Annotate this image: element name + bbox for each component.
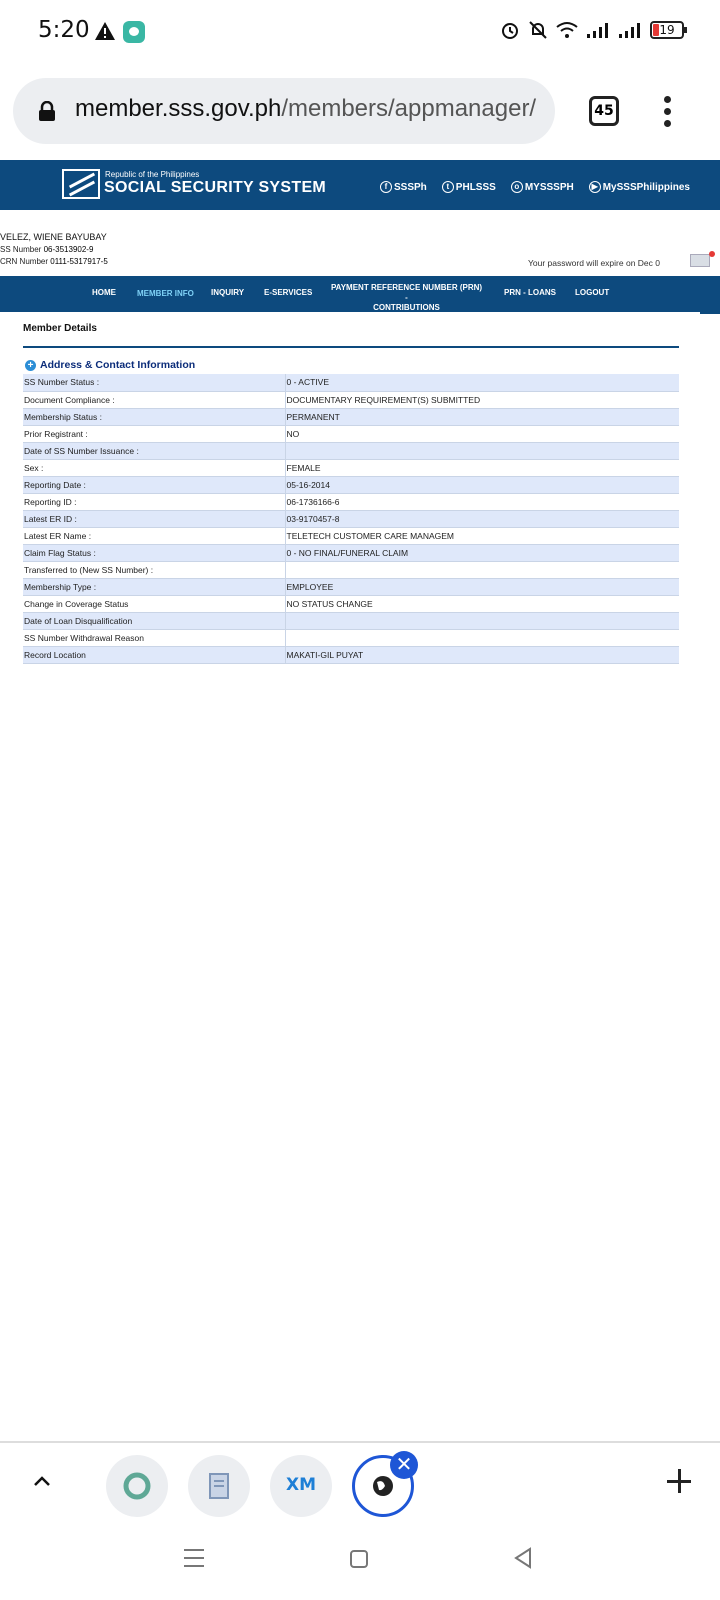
- nav-prn-line1: PAYMENT REFERENCE NUMBER (PRN) -: [330, 283, 483, 302]
- row-label: Change in Coverage Status: [23, 595, 285, 612]
- overflow-menu-icon[interactable]: [664, 96, 672, 128]
- url-host: member.sss.gov.ph: [75, 95, 282, 122]
- youtube-icon: ▶: [589, 181, 601, 193]
- logo-subtitle: Republic of the Philippines: [105, 170, 200, 179]
- row-label: Reporting Date :: [23, 476, 285, 493]
- home-icon[interactable]: [350, 1550, 368, 1568]
- row-label: Document Compliance :: [23, 391, 285, 408]
- row-value: MAKATI-GIL PUYAT: [285, 646, 679, 663]
- status-time: 5:20: [38, 17, 90, 43]
- instagram-icon: o: [511, 181, 523, 193]
- nav-home[interactable]: HOME: [92, 288, 116, 297]
- signal-icon-2: [618, 21, 642, 39]
- battery-icon: 19: [650, 21, 684, 39]
- table-row: [23, 646, 679, 663]
- nav-inquiry[interactable]: INQUIRY: [211, 288, 245, 297]
- tab-thumbnail-3[interactable]: [270, 1455, 332, 1517]
- status-icons: [500, 20, 684, 40]
- sss-header: [0, 160, 720, 210]
- wifi-icon: [556, 21, 578, 39]
- address-bar[interactable]: [13, 78, 555, 144]
- table-row: [23, 561, 679, 578]
- row-value: DOCUMENTARY REQUIREMENT(S) SUBMITTED: [285, 391, 679, 408]
- table-row: [23, 476, 679, 493]
- title-divider: [23, 346, 679, 348]
- row-label: Membership Type :: [23, 578, 285, 595]
- row-label: Membership Status :: [23, 408, 285, 425]
- recents-icon[interactable]: [184, 1549, 204, 1567]
- crn-number-line: [0, 257, 108, 266]
- nav-logout[interactable]: LOGOUT: [575, 288, 610, 297]
- row-value: [285, 561, 679, 578]
- tab-thumbnail-1[interactable]: [106, 1455, 168, 1517]
- lock-icon: [38, 101, 56, 121]
- row-value: FEMALE: [285, 459, 679, 476]
- table-row: [23, 612, 679, 629]
- row-value: [285, 442, 679, 459]
- table-row: [23, 459, 679, 476]
- url-path: /members/appmanager/: [281, 95, 537, 122]
- app-circle-icon: [106, 1455, 168, 1517]
- section-title: Address & Contact Information: [40, 359, 196, 371]
- social-label: PHLSSS: [455, 181, 496, 193]
- row-label: Latest ER ID :: [23, 510, 285, 527]
- twitter-icon: t: [442, 181, 454, 193]
- close-tab-icon[interactable]: ✕: [390, 1451, 418, 1479]
- ss-number-line: [0, 245, 93, 254]
- row-label: Transferred to (New SS Number) :: [23, 561, 285, 578]
- nav-prn-loans[interactable]: PRN - LOANS: [504, 288, 556, 297]
- social-instagram-link[interactable]: [511, 181, 574, 193]
- table-row: [23, 629, 679, 646]
- tab-switcher-button[interactable]: 45: [589, 96, 619, 126]
- warning-icon: [94, 21, 116, 41]
- xm-label: XM: [286, 1475, 317, 1495]
- row-value: 06-1736166-6: [285, 493, 679, 510]
- row-value: 0 - ACTIVE: [285, 374, 679, 391]
- notification-dot: [709, 251, 715, 257]
- nav-prn-contributions[interactable]: [330, 283, 483, 313]
- table-row: [23, 408, 679, 425]
- crn-number-label: CRN Number: [0, 257, 49, 266]
- table-row: [23, 510, 679, 527]
- nav-e-services[interactable]: E-SERVICES: [264, 288, 313, 297]
- row-value: EMPLOYEE: [285, 578, 679, 595]
- row-value: [285, 612, 679, 629]
- social-label: SSSPh: [394, 181, 427, 193]
- logo-title[interactable]: SOCIAL SECURITY SYSTEM: [104, 179, 327, 196]
- social-label: MYSSSPH: [524, 181, 574, 193]
- back-icon[interactable]: [512, 1547, 534, 1569]
- row-value: 05-16-2014: [285, 476, 679, 493]
- row-label: Date of Loan Disqualification: [23, 612, 285, 629]
- password-expiry-note: Your password will expire on Dec 0: [528, 258, 660, 268]
- mail-icon[interactable]: [690, 254, 710, 267]
- row-value: 0 - NO FINAL/FUNERAL CLAIM: [285, 544, 679, 561]
- member-details-panel: [23, 323, 679, 660]
- row-value: TELETECH CUSTOMER CARE MANAGEM: [285, 527, 679, 544]
- social-label: MySSSPhilippines: [602, 181, 690, 193]
- signal-icon: [586, 21, 610, 39]
- chevron-up-icon[interactable]: [32, 1471, 52, 1491]
- alarm-icon: [500, 20, 520, 40]
- address-contact-toggle[interactable]: [25, 359, 195, 371]
- status-bar: [0, 0, 720, 64]
- mute-bell-icon: [528, 20, 548, 40]
- social-twitter-link[interactable]: [442, 181, 496, 193]
- facebook-icon: f: [380, 181, 392, 193]
- browser-toolbar: [0, 64, 720, 156]
- member-name: VELEZ, WIENE BAYUBAY: [0, 232, 107, 242]
- row-value: PERMANENT: [285, 408, 679, 425]
- ss-number-label: SS Number: [0, 245, 42, 254]
- url-text[interactable]: [75, 95, 545, 123]
- row-value: NO: [285, 425, 679, 442]
- row-label: Prior Registrant :: [23, 425, 285, 442]
- table-row: [23, 578, 679, 595]
- row-label: Sex :: [23, 459, 285, 476]
- table-row: [23, 595, 679, 612]
- tab-thumbnail-2[interactable]: [188, 1455, 250, 1517]
- row-value: [285, 629, 679, 646]
- row-label: Reporting ID :: [23, 493, 285, 510]
- system-nav-bar: [0, 1525, 720, 1600]
- member-details-table: [23, 374, 679, 664]
- row-label: SS Number Status :: [23, 374, 285, 391]
- table-row: [23, 374, 679, 391]
- page-title: Member Details: [23, 323, 97, 334]
- table-row: [23, 493, 679, 510]
- row-label: Claim Flag Status :: [23, 544, 285, 561]
- table-row: [23, 544, 679, 561]
- expand-plus-icon: +: [25, 360, 36, 371]
- ss-number-value: 06-3513902-9: [43, 245, 94, 254]
- table-row: [23, 442, 679, 459]
- nav-divider: [700, 312, 720, 314]
- row-label: Latest ER Name :: [23, 527, 285, 544]
- nav-prn-line2: CONTRIBUTIONS: [373, 303, 440, 312]
- new-tab-icon[interactable]: [665, 1467, 693, 1495]
- social-links: [380, 181, 690, 193]
- row-value: 03-9170457-8: [285, 510, 679, 527]
- nav-member-info[interactable]: MEMBER INFO: [137, 289, 194, 298]
- table-row: [23, 391, 679, 408]
- document-icon: [188, 1455, 250, 1517]
- row-value: NO STATUS CHANGE: [285, 595, 679, 612]
- row-label: Record Location: [23, 646, 285, 663]
- chat-icon: [123, 21, 145, 43]
- row-label: Date of SS Number Issuance :: [23, 442, 285, 459]
- crn-number-value: 0111-5317917-5: [50, 257, 108, 266]
- table-row: [23, 527, 679, 544]
- bottom-tab-strip: [0, 1441, 720, 1525]
- table-row: [23, 425, 679, 442]
- sss-logo-icon[interactable]: [62, 169, 100, 199]
- social-facebook-link[interactable]: [380, 181, 427, 193]
- social-youtube-link[interactable]: [589, 181, 690, 193]
- main-nav: [0, 276, 720, 312]
- row-label: SS Number Withdrawal Reason: [23, 629, 285, 646]
